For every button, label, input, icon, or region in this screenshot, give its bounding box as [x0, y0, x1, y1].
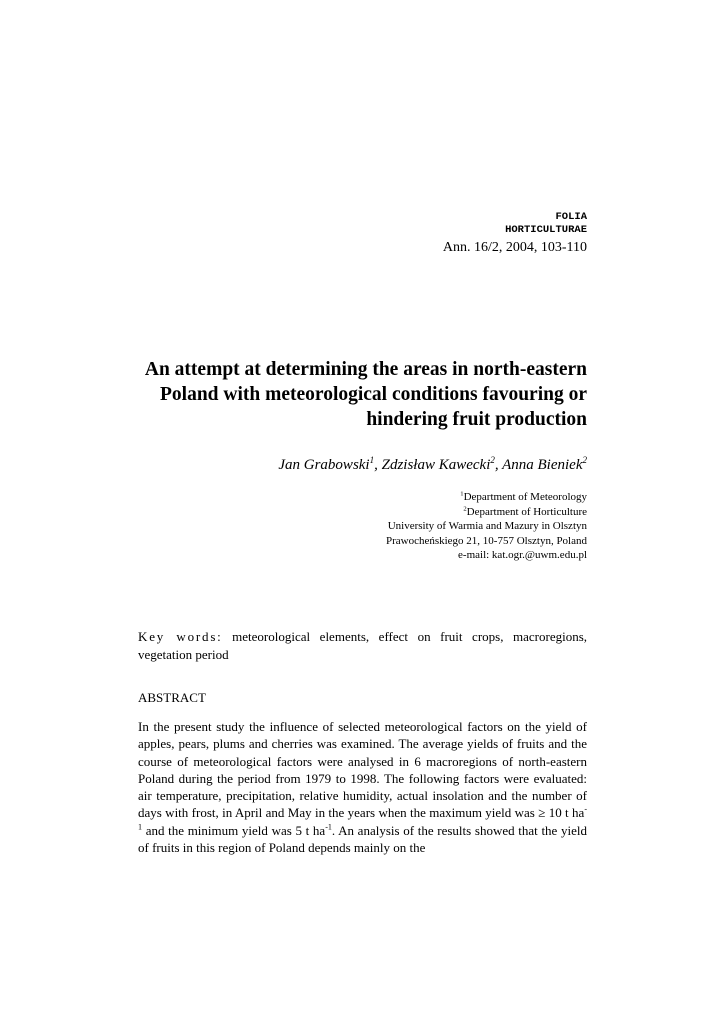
abstract-body — [138, 718, 587, 856]
author-affiliation-mark: 1 — [369, 455, 375, 465]
journal-header — [443, 211, 587, 257]
affiliation-department: Department of Horticulture — [466, 505, 587, 518]
author-separator: , — [494, 457, 503, 473]
author-affiliation-mark: 2 — [582, 455, 587, 465]
affiliation-university: University of Warmia and Mazury in Olsztyn — [387, 520, 587, 532]
keywords-text: meteorological elements, effect on fruit crops, macroregions, vegetation period — [138, 629, 588, 662]
title-line: hindering fruit production — [366, 409, 587, 430]
affiliation-mark: 2 — [463, 504, 467, 512]
paper-title — [120, 357, 587, 432]
unit-exponent: -1 — [325, 822, 332, 832]
affiliations — [386, 490, 587, 563]
abstract-text: and the minimum yield was 5 t ha — [142, 822, 326, 838]
abstract-text: In the present study the influence of selected meteorological factors on the yield of apples, pears, plums and cherries was examined. The average yields of fruits and the course of meteorological factors were analysed in 6 macroregions of north-eastern Poland during the period from 1979 to 1998. The following factors were evaluated: air temperature, precipitation, relative humidity, actual insolation and the number of days with frost, in April and May in the years when the maximum yield was ≥ 10 t ha — [138, 719, 587, 821]
keywords-label: Key words: — [138, 629, 223, 644]
journal-name-line1: FOLIA — [555, 211, 587, 223]
affiliation-mark: 1 — [460, 490, 464, 498]
title-line: An attempt at determining the areas in north-eastern — [144, 359, 587, 380]
author-name: Jan Grabowski — [278, 457, 370, 473]
affiliation-line — [386, 490, 587, 505]
abstract-text: . An analysis of the results showed that the yield of fruits in this region of Poland depends mainly on the — [138, 822, 587, 856]
author-list — [278, 455, 587, 475]
keywords — [138, 628, 587, 664]
title-line: Poland with meteorological conditions favouring or — [159, 384, 587, 405]
affiliation-address: Prawocheńskiego 21, 10-757 Olsztyn, Poland — [385, 534, 587, 547]
unit-exponent: -1 — [138, 805, 587, 832]
author-separator: , — [374, 457, 382, 473]
affiliation-email: e-mail: kat.ogr.@uwm.edu.pl — [458, 549, 587, 561]
abstract-heading: ABSTRACT — [138, 690, 206, 705]
author-name: Zdzisław Kawecki — [381, 457, 491, 473]
affiliation-department: Department of Meteorology — [463, 491, 587, 503]
journal-citation: Ann. 16/2, 2004, 103-110 — [442, 240, 587, 255]
author-name: Anna Bieniek — [502, 457, 583, 473]
author-affiliation-mark: 2 — [490, 455, 495, 465]
journal-name-line2: HORTICULTURAE — [505, 224, 587, 236]
affiliation-line — [386, 505, 587, 520]
